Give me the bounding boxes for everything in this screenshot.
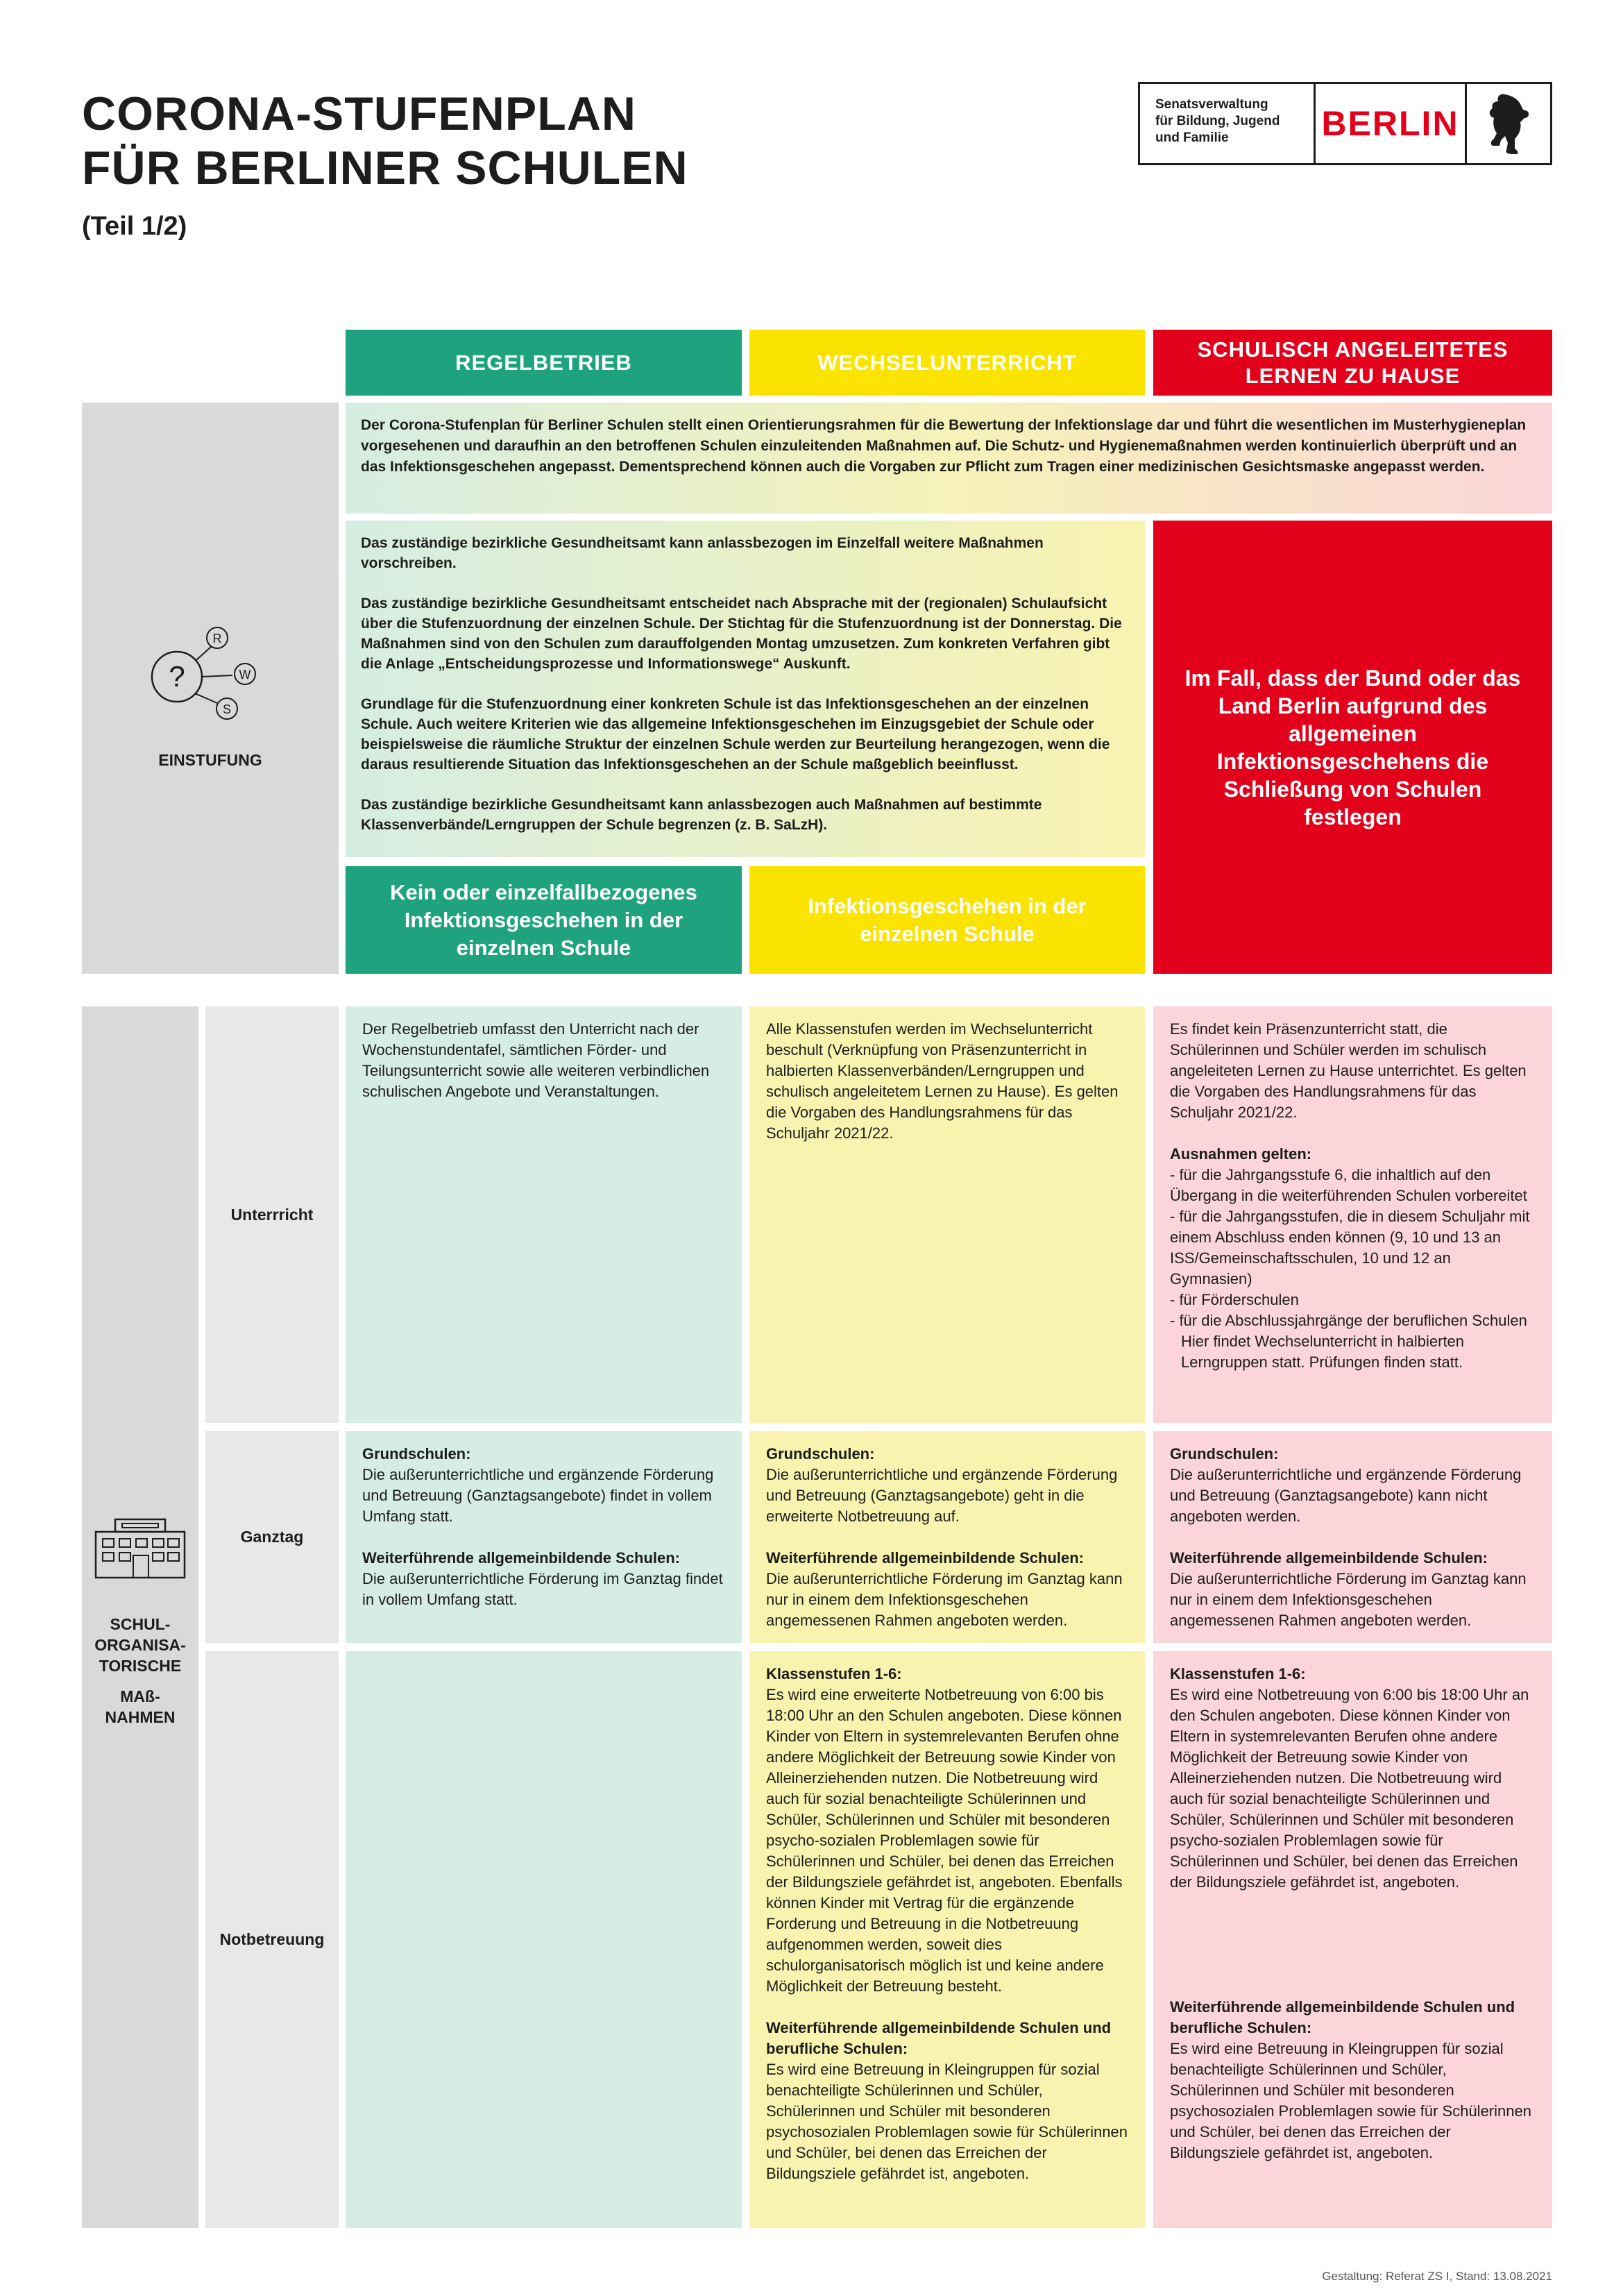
logo-berlin: BERLIN xyxy=(1314,84,1467,163)
unterricht-regelbetrieb xyxy=(346,1006,742,1423)
massnahmen-label-line-4: MAß- xyxy=(120,1687,160,1705)
logo-text xyxy=(1140,84,1314,163)
school-building-icon xyxy=(94,1517,186,1584)
exceptions-tail: Hier findet Wechselunterricht in halbierten Lerngruppen statt. Prüfungen finden statt. xyxy=(1181,1333,1465,1371)
ganztag-red-heading-1: Grundschulen: xyxy=(1170,1445,1279,1462)
ganztag-yellow-heading-1: Grundschulen: xyxy=(766,1445,875,1462)
ganztag-yellow-text-1: Die außerunterrichtliche und ergänzende Förderung und Betreuung (Ganztagsangebote) geht in die erweiterte Notbetreuung auf. xyxy=(766,1466,1118,1525)
ganztag-wechsel xyxy=(749,1431,1145,1643)
ganztag-red-heading-2: Weiterführende allgemeinbildende Schulen: xyxy=(1170,1549,1488,1567)
title-line-2: FÜR BERLINER SCHULEN xyxy=(82,142,688,194)
row-label-notbetreuung: Notbetreuung xyxy=(205,1651,339,2228)
logo-line-2: für Bildung, Jugend xyxy=(1155,114,1280,128)
exceptions-heading: Ausnahmen gelten: xyxy=(1170,1145,1312,1163)
icon-question-mark: ? xyxy=(169,660,185,693)
notbetreuung-red-heading-2: Weiterführende allgemeinbildende Schulen und berufliche Schulen: xyxy=(1170,1998,1515,2036)
notbetreuung-wechsel xyxy=(749,1651,1145,2228)
unterricht-red-text: Es findet kein Präsenzunterricht statt, die Schülerinnen und Schüler werden im schulisch angeleiteten Lernen zu Hause unterrichtet. Es gelten die Vorgaben des Handlungsrahmens für das Schuljahr 2021/22. xyxy=(1170,1020,1527,1121)
notbetreuung-red-text-2: Es wird eine Betreuung in Kleingruppen für sozial benachteiligte Schülerinnen und Schüler, Schülerinnen und Schüler mit besonderen psychosozialen Problemlagen sowie für Schülerinnen und Schüler, bei denen das Erreichen der Bildungsziele gefährdet ist, angeboten. xyxy=(1170,2040,1531,2161)
ganztag-red-text-1: Die außerunterrichtliche und ergänzende Förderung und Betreuung (Ganztagsangebote) kann nicht angeboten werden. xyxy=(1170,1466,1522,1525)
icon-letter-s: S xyxy=(222,702,232,716)
notbetreuung-regelbetrieb xyxy=(346,1651,742,2228)
ganztag-yellow-text-2: Die außerunterrichtliche Förderung im Ganztag kann nur in einem dem Infektionsgeschehen angemessenen Rahmen angeboten werden. xyxy=(766,1570,1123,1629)
column-header-regelbetrieb: REGELBETRIEB xyxy=(346,330,742,396)
notbetreuung-yellow-heading-2: Weiterführende allgemeinbildende Schulen und berufliche Schulen: xyxy=(766,2019,1112,2057)
gesundheitsamt-paragraph-3: Grundlage für die Stufenzuordnung einer konkreten Schule ist das Infektionsgeschehen an der einzelnen Schule. Auch weitere Kriterien wie das allgemeine Infektionsgeschehen im Einzugsgebiet der Schule oder beispielsweise die räumliche Struktur der einzelnen Schule werden zur Beurteilung herangezogen, wenn die daraus resultierende Situation das Infektionsgeschehen an der Schule maßgeblich beeinflusst. xyxy=(361,696,1110,773)
massnahmen-label-line-2: ORGANISA- xyxy=(94,1636,186,1654)
gesundheitsamt-text xyxy=(346,521,1145,857)
column-header-wechselunterricht: WECHSELUNTERRICHT xyxy=(749,330,1145,396)
column-header-lernen-zu-hause xyxy=(1153,330,1552,396)
ganztag-yellow-heading-2: Weiterführende allgemeinbildende Schulen: xyxy=(766,1549,1085,1567)
icon-letter-r: R xyxy=(212,632,222,645)
row-label-ganztag: Ganztag xyxy=(205,1431,339,1643)
schliessung-box: Im Fall, dass der Bund oder das Land Berlin aufgrund des allgemeinen Infektionsgeschehens die Schließung von Schulen festlegen xyxy=(1153,521,1552,974)
page-title xyxy=(82,87,845,195)
notbetreuung-red-heading-1: Klassenstufen 1-6: xyxy=(1170,1665,1306,1682)
massnahmen-label-line-5: NAHMEN xyxy=(105,1708,176,1726)
unterricht-wechsel xyxy=(749,1006,1145,1423)
icon-letter-w: W xyxy=(239,668,251,682)
intro-text: Der Corona-Stufenplan für Berliner Schulen stellt einen Orientierungsrahmen für die Bewertung der Infektionslage dar und führt die wesentlichen im Musterhygieneplan vorgesehenen und daraufhin an den betroffenen Schulen einzuleitenden Maßnahmen auf. Die Schutz- und Hygienemaßnahmen werden kontinuierlich überprüft und an das Infektionsgeschehen angepasst. Dementsprechend können auch die Vorgaben zur Pflicht zum Tragen einer medizinischen Gesichtsmaske angepasst werden. xyxy=(346,403,1552,514)
exception-item: - für die Jahrgangsstufen, die in diesem Schuljahr mit einem Abschluss enden können (9, 10 und 13 an ISS/Gemeinschaftsschulen, 10 und 12 an Gymnasien) xyxy=(1170,1208,1530,1288)
gesundheitsamt-paragraph-4: Das zuständige bezirkliche Gesundheitsamt kann anlassbezogen auch Maßnahmen auf bestimmte Klassenverbände/Lerngruppen der Schule begrenzen (z. B. SaLzH). xyxy=(361,797,1042,833)
ganztag-green-text-2: Die außerunterrichtliche Förderung im Ganztag findet in vollem Umfang statt. xyxy=(362,1570,723,1608)
exception-item: - für die Jahrgangsstufe 6, die inhaltlich auf den Übergang in die weiterführenden Schulen vorbereitet xyxy=(1170,1166,1527,1204)
einstufung-label: EINSTUFUNG xyxy=(158,751,262,769)
massnahmen-label-line-3: TORISCHE xyxy=(99,1657,182,1675)
kein-infektionsgeschehen-box: Kein oder einzelfallbezogenes Infektionsgeschehen in der einzelnen Schule xyxy=(346,866,742,974)
title-line-1: CORONA-STUFENPLAN xyxy=(82,87,636,140)
unterricht-green-text: Der Regelbetrieb umfasst den Unterricht nach der Wochenstundentafel, sämtlichen Förder- und Teilungsunterricht sowie alle weiteren verbindlichen schulischen Angebote und Veranstaltungen. xyxy=(362,1020,710,1100)
ganztag-zu-hause xyxy=(1153,1431,1552,1643)
massnahmen-label-line-1: SCHUL- xyxy=(110,1615,171,1633)
gesundheitsamt-paragraph-1: Das zuständige bezirkliche Gesundheitsamt kann anlassbezogen im Einzelfall weitere Maßnahmen vorschreiben. xyxy=(361,535,1044,571)
notbetreuung-red-text-1: Es wird eine Notbetreuung von 6:00 bis 18:00 Uhr an den Schulen angeboten. Diese können Kinder von Eltern in systemrelevanten Berufen ohne andere Möglichkeit der Betreuung sowie Kinder von Alleinerziehenden nutzen. Die Notbetreuung wird auch für sozial benachteiligte Schülerinnen und Schüler, Schülerinnen und Schüler mit besonderen psycho-sozialen Problemlagen sowie für Schülerinnen und Schüler, bei denen das Erreichen der Bildungsziele gefährdet ist, angeboten. xyxy=(1170,1686,1529,1891)
ganztag-green-heading-2: Weiterführende allgemeinbildende Schulen: xyxy=(362,1549,681,1567)
ganztag-red-text-2: Die außerunterrichtliche Förderung im Ganztag kann nur in einem dem Infektionsgeschehen angemessenen Rahmen angeboten werden. xyxy=(1170,1570,1527,1629)
unterricht-yellow-text: Alle Klassenstufen werden im Wechselunterricht beschult (Verknüpfung von Präsenzunterricht in halbierten Klassenverbänden/Lerngruppen und schulisch angeleitetem Lernen zu Hause). Es gelten die Vorgaben des Handlungsrahmens für das Schuljahr 2021/22. xyxy=(766,1020,1119,1142)
column-header-line-1: SCHULISCH ANGELEITETES xyxy=(1197,337,1509,362)
notbetreuung-yellow-heading-1: Klassenstufen 1-6: xyxy=(766,1665,902,1682)
logo-line-1: Senatsverwaltung xyxy=(1155,97,1268,112)
senatsverwaltung-logo xyxy=(1138,82,1552,165)
column-header-line-2: LERNEN ZU HAUSE xyxy=(1245,363,1461,388)
logo-line-3: und Familie xyxy=(1155,130,1229,145)
row-label-unterricht: Unterrricht xyxy=(205,1006,339,1423)
ganztag-regelbetrieb xyxy=(346,1431,742,1643)
ganztag-green-text-1: Die außerunterrichtliche und ergänzende Förderung und Betreuung (Ganztagsangebote) findet in vollem Umfang statt. xyxy=(362,1466,714,1525)
page-subtitle: (Teil 1/2) xyxy=(82,212,187,241)
notbetreuung-yellow-text-1: Es wird eine erweiterte Notbetreuung von 6:00 bis 18:00 Uhr an den Schulen angeboten. Diese können Kinder von Eltern in systemrelevanten Berufen ohne andere Möglichkeit der Betreuung sowie Kinder von Alleinerziehenden nutzen. Die Notbetreuung wird auch für sozial benachteiligte Schülerinnen und Schüler, Schülerinnen und Schüler mit besonderen psycho-sozialen Problemlagen sowie für Schülerinnen und Schüler, bei denen das Erreichen der Bildungsziele gefährdet ist, angeboten. Ebenfalls können Kinder mit Vertrag für die ergänzende Forderung und Betreuung in die Notbetreuung aufgenommen werden, soweit dies schulorganisatorisch möglich ist und keine andere Möglichkeit der Betreuung besteht. xyxy=(766,1686,1123,1995)
footer-credit: Gestaltung: Referat ZS I, Stand: 13.08.2021 xyxy=(1322,2270,1552,2283)
notbetreuung-yellow-text-2: Es wird eine Betreuung in Kleingruppen für sozial benachteiligte Schülerinnen und Schüler, Schülerinnen und Schüler mit besonderen psychosozialen Problemlagen sowie für Schülerinnen und Schüler, bei denen das Erreichen der Bildungsziele gefährdet ist, angeboten. xyxy=(766,2061,1128,2182)
berlin-bear-icon xyxy=(1467,84,1550,163)
unterricht-red-exceptions xyxy=(1170,1144,1536,1373)
gesundheitsamt-paragraph-2: Das zuständige bezirkliche Gesundheitsamt entscheidet nach Absprache mit der (regionalen) Schulaufsicht über die Stufenzuordnung der einzelnen Schule. Der Stichtag für die Stufenzuordnung ist der Donnerstag. Die Maßnahmen sind von den Schulen zum darauffolgenden Montag umzusetzen. Zum konkreten Verfahren gibt die Anlage „Entscheidungsprozesse und Informationswege“ Auskunft. xyxy=(361,596,1122,672)
unterricht-zu-hause xyxy=(1153,1006,1552,1423)
notbetreuung-zu-hause xyxy=(1153,1651,1552,2228)
question-network-icon xyxy=(142,621,260,736)
exception-item: - für die Abschlussjahrgänge der beruflichen Schulen xyxy=(1170,1312,1527,1329)
infektionsgeschehen-box: Infektionsgeschehen in der einzelnen Schule xyxy=(749,866,1145,974)
ganztag-green-heading-1: Grundschulen: xyxy=(362,1445,471,1462)
massnahmen-label xyxy=(82,1614,198,1728)
exception-item: - für Förderschulen xyxy=(1170,1291,1299,1308)
